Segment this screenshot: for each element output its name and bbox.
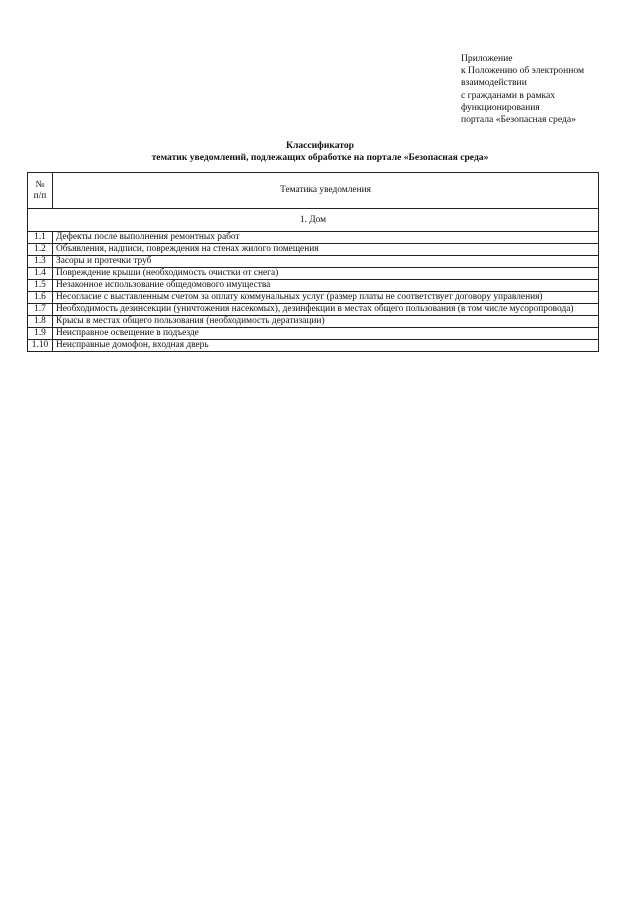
table-row [28,280,599,292]
number-column-header [28,173,53,209]
row-number: 1.9 [28,328,53,340]
table-row [28,268,599,280]
row-topic: Незаконное использование общедомового имущества [53,280,599,292]
section-row [28,209,599,232]
appendix-line: взаимодействии [461,77,527,89]
table-row [28,316,599,328]
appendix-line: портала «Безопасная среда» [461,114,576,126]
table-row [28,232,599,244]
row-number: 1.8 [28,316,53,328]
section-heading: 1. Дом [28,209,599,232]
table-row [28,292,599,304]
row-topic: Необходимость дезинсекции (уничтожения насекомых), дезинфекции в местах общего пользования (в том числе мусоропровода) [53,304,599,316]
row-topic: Несогласие с выставленным счетом за оплату коммунальных услуг (размер платы не соответствует договору управления) [53,292,599,304]
appendix-note [461,53,621,126]
row-topic: Засоры и протечки труб [53,256,599,268]
title-line-1: Классификатор [286,140,354,151]
document-title [0,140,640,164]
row-number: 1.2 [28,244,53,256]
appendix-line: Приложение [461,53,513,64]
row-topic: Повреждение крыши (необходимость очистки от снега) [53,268,599,280]
row-number: 1.6 [28,292,53,304]
table-row [28,340,599,352]
table-header-row [28,173,599,209]
number-header-line-2: п/п [33,190,47,201]
row-topic: Неисправные домофон, входная дверь [53,340,599,352]
topic-column-header: Тематика уведомления [53,173,599,209]
row-topic: Дефекты после выполнения ремонтных работ [53,232,599,244]
number-header-line-1: № [35,179,45,190]
row-topic: Объявления, надписи, повреждения на стенах жилого помещения [53,244,599,256]
table-row [28,244,599,256]
row-number: 1.10 [28,340,53,352]
appendix-line: с гражданами в рамках [461,89,556,101]
row-topic: Крысы в местах общего пользования (необходимость дератизации) [53,316,599,328]
title-line-2: тематик уведомлений, подлежащих обработке на портале «Безопасная среда» [151,152,489,163]
classifier-table [27,172,599,352]
appendix-line: функционирования [461,101,540,113]
row-number: 1.7 [28,304,53,316]
table-row [28,304,599,316]
row-number: 1.4 [28,268,53,280]
row-number: 1.1 [28,232,53,244]
row-number: 1.3 [28,256,53,268]
row-number: 1.5 [28,280,53,292]
table-row [28,328,599,340]
table-row [28,256,599,268]
row-topic: Неисправное освещение в подъезде [53,328,599,340]
appendix-line: к Положению об электронном [461,65,585,77]
